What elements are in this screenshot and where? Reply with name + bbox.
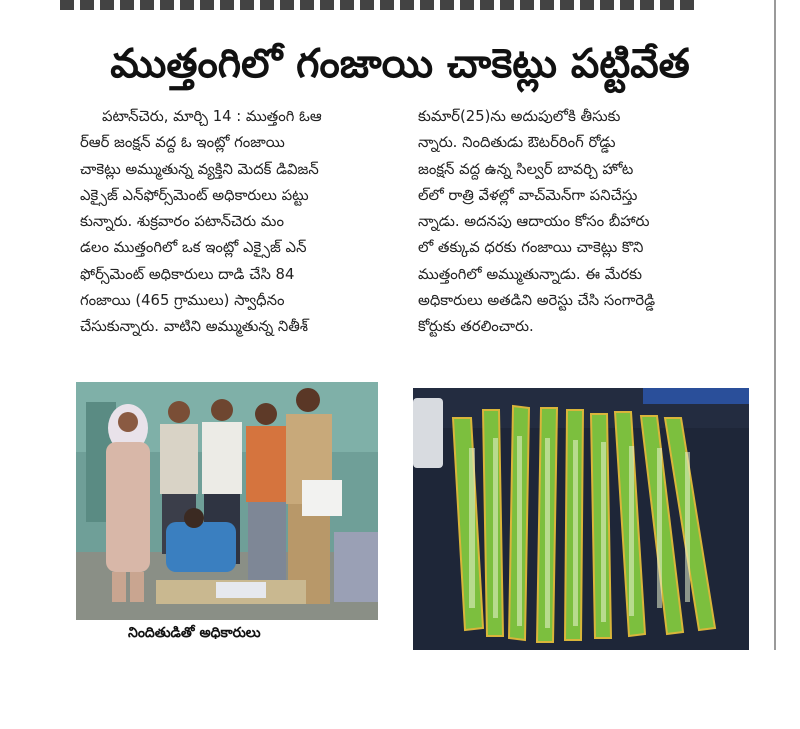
body-line: డలం ముత్తంగిలో ఒక ఇంట్లో ఎక్సైజ్ ఎన్: [80, 239, 307, 257]
article-headline: ముత్తంగిలో గంజాయి చాకెట్లు పట్టివేత: [110, 41, 690, 87]
body-line: లో తక్కువ ధరకు గంజాయి చాకెట్లు కొని: [418, 239, 644, 257]
photo-seized-ganja-packets: [413, 388, 749, 650]
officials-photo-image: [76, 382, 378, 620]
body-line: న్నాడు. అదనపు ఆదాయం కోసం బీహారు: [418, 213, 650, 231]
body-line: ఫోర్స్‌మెంట్ అధికారులు దాడి చేసి 84: [80, 265, 295, 283]
seized-packets-image: [413, 388, 749, 650]
body-line: న్నారు. నిందితుడు ఔటర్‌రింగ్ రోడ్డు: [418, 134, 616, 152]
body-line: పటాన్‌చెరు, మార్చి 14 : ముత్తంగి ఓఆ: [102, 108, 322, 125]
photo-officials-with-accused: [76, 382, 378, 620]
article-body-left-column: [80, 104, 410, 341]
previous-article-cutoff: [60, 0, 700, 10]
body-line: కున్నారు. శుక్రవారం పటాన్‌చెరు మం: [80, 213, 284, 231]
body-line: గంజాయి (465 గ్రాములు) స్వాధీనం: [80, 292, 285, 310]
body-line: ల్‌లో రాత్రి వేళల్లో వాచ్‌మెన్‌గా పనిచేస్తు: [418, 186, 638, 204]
body-line: ఎక్సైజ్ ఎన్‌ఫోర్స్‌మెంట్ అధికారులు పట్టు: [80, 186, 309, 204]
body-line: ముత్తంగిలో అమ్ముతున్నాడు. ఈ మేరకు: [418, 265, 643, 283]
body-line: ర్ఆర్ జంక్షన్ వద్ద ఓ ఇంట్లో గంజాయి: [80, 134, 285, 152]
body-line: కుమార్(25)ను అదుపులోకి తీసుకు: [418, 108, 621, 125]
body-line: జంక్షన్ వద్ద ఉన్న సిల్వర్ బావర్చి హోట: [418, 160, 634, 178]
photo-caption: నిందితుడితో అధికారులు: [128, 625, 261, 641]
column-divider-rule: [774, 0, 776, 650]
body-line: చేసుకున్నారు. వాటిని అమ్ముతున్న నితీశ్: [80, 318, 309, 336]
body-line: అధికారులు అతడిని అరెస్టు చేసి సంగారెడ్డి: [418, 292, 656, 310]
article-body-right-column: [418, 104, 748, 341]
body-line: చాకెట్లు అమ్ముతున్న వ్యక్తిని మెదక్ డివిజన్: [80, 160, 319, 178]
body-line: కోర్టుకు తరలించారు.: [418, 318, 534, 336]
